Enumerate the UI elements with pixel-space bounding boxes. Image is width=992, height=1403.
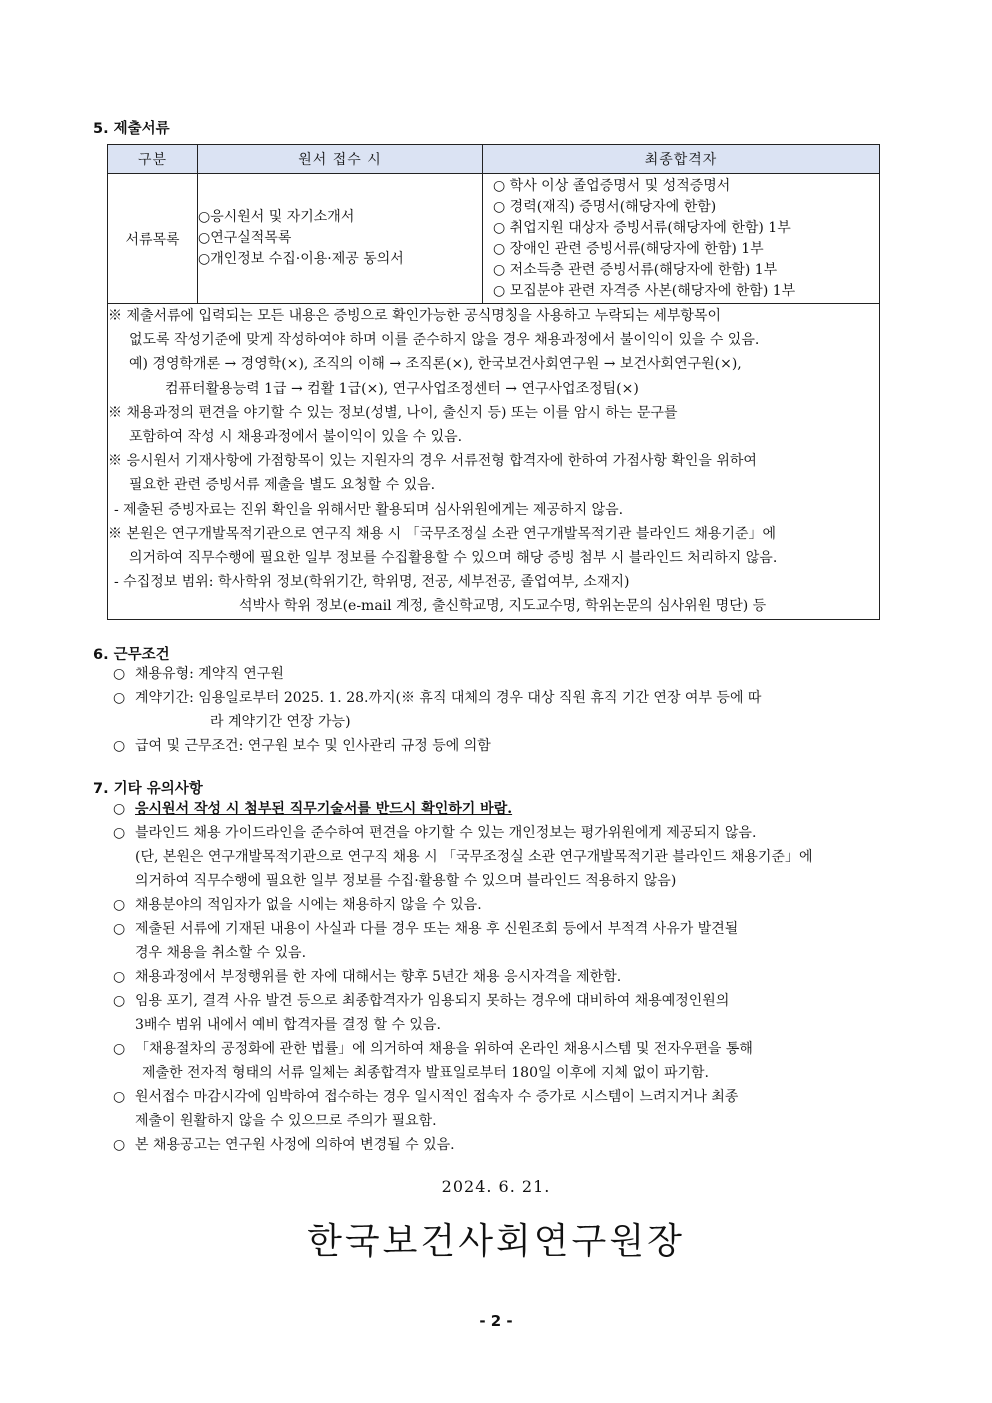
item-text: 「채용절차의 공정화에 관한 법률」에 의거하여 채용을 위하여 온라인 채용시스템 및 전자우편을 통해 <box>135 1041 753 1057</box>
bullet-icon: ○ <box>113 897 126 913</box>
list-item <box>113 989 903 1013</box>
item-continuation: 제출이 원활하지 않을 수 있으므로 주의가 필요함. <box>135 1113 437 1129</box>
note-line: - 제출된 증빙자료는 진위 확인을 위해서만 활용되며 심사위원에게는 제공하지 않음. <box>114 501 624 518</box>
notices-list <box>113 797 903 1157</box>
note-line: ※ 제출서류에 입력되는 모든 내용은 증빙으로 확인가능한 공식명칭을 사용하고 누락되는 세부항목이 <box>108 308 721 324</box>
item-text: 원서접수 마감시각에 임박하여 접수하는 경우 일시적인 접속자 수 증가로 시스템이 느려지거나 최종 <box>135 1089 739 1105</box>
bullet-icon: ○ <box>113 738 126 754</box>
bullet-icon: ○ <box>113 801 126 817</box>
note-line: 포함하여 작성 시 채용과정에서 불이익이 있을 수 있음. <box>129 429 463 446</box>
section-6-title: 6. 근무조건 <box>93 647 170 663</box>
item-continuation: 라 계약기간 연장 가능) <box>210 714 351 730</box>
item-text: 급여 및 근무조건: 연구원 보수 및 인사관리 규정 등에 의함 <box>135 738 491 754</box>
bullet-icon: ○ <box>113 690 126 706</box>
list-item <box>113 917 903 941</box>
list-item <box>113 797 903 821</box>
item-text: 제출된 서류에 기재된 내용이 사실과 다를 경우 또는 채용 후 신원조회 등에서 부적격 사유가 발견될 <box>135 921 739 937</box>
signer-name: 한국보건사회연구원장 <box>307 1221 685 1262</box>
item-text: 계약기간: 임용일로부터 2025. 1. 28.까지(※ 휴직 대체의 경우 대상 직원 휴직 기간 연장 여부 등에 따 <box>135 690 762 706</box>
list-item <box>113 1037 903 1061</box>
note-line: - 수집정보 범위: 학사학위 정보(학위기간, 학위명, 전공, 세부전공, 졸업여부, 소재지) <box>114 574 630 591</box>
item-continuation: 제출한 전자적 형태의 서류 일체는 최종합격자 발표일로부터 180일 이후에 지체 없이 파기함. <box>142 1065 709 1081</box>
list-item <box>113 662 903 686</box>
bullet-icon: ○ <box>113 993 126 1009</box>
bullet-icon: ○ <box>113 969 126 985</box>
note-line: 석박사 학위 정보(e-mail 계정, 출신학교명, 지도교수명, 학위논문의 심사위원 명단) 등 <box>239 598 767 615</box>
item-text: 채용과정에서 부정행위를 한 자에 대해서는 향후 5년간 채용 응시자격을 제한함. <box>135 969 622 985</box>
work-conditions-list <box>113 662 903 758</box>
list-item <box>113 734 903 758</box>
item-continuation: (단, 본원은 연구개발목적기관으로 연구직 채용 시 「국무조정실 소관 연구개발목적기관 블라인드 채용기준」에 <box>135 849 813 865</box>
item-text: 본 채용공고는 연구원 사정에 의하여 변경될 수 있음. <box>135 1137 455 1153</box>
item-text: 응시원서 작성 시 첨부된 직무기술서를 반드시 확인하기 바람. <box>135 801 513 817</box>
item-text: 채용유형: 계약직 연구원 <box>135 666 284 682</box>
header-final: 최종합격자 <box>483 145 880 174</box>
row-label: 서류목록 <box>108 174 198 304</box>
note-line: 필요한 관련 증빙서류 제출을 별도 요청할 수 있음. <box>129 477 436 494</box>
item-continuation: 의거하여 직무수행에 필요한 일부 정보를 수집·활용할 수 있으며 블라인드 적용하지 않음) <box>135 873 677 889</box>
table-header-row <box>108 145 880 174</box>
bullet-icon: ○ <box>113 921 126 937</box>
header-application: 원서 접수 시 <box>198 145 483 174</box>
bullet-icon: ○ <box>113 1137 126 1153</box>
list-item <box>113 1133 903 1157</box>
list-item: ○ 학사 이상 졸업증명서 및 성적증명서 <box>493 177 731 194</box>
notes-row <box>108 304 880 620</box>
bullet-icon: ○ <box>113 1089 126 1105</box>
application-docs-cell <box>198 174 483 304</box>
note-line: 예) 경영학개론 → 경영학(×), 조직의 이해 → 조직론(×), 한국보건사회연구원 → 보건사회연구원(×), <box>129 356 742 373</box>
bullet-icon: ○ <box>113 825 126 841</box>
list-item <box>113 686 903 710</box>
list-item: ○개인정보 수집·이용·제공 동의서 <box>198 251 404 267</box>
note-line: ※ 본원은 연구개발목적기관으로 연구직 채용 시 「국무조정실 소관 연구개발목적기관 블라인드 채용기준」에 <box>108 525 777 542</box>
item-text: 채용분야의 적임자가 없을 시에는 채용하지 않을 수 있음. <box>135 897 482 913</box>
notes-cell <box>108 304 880 620</box>
note-line: ※ 채용과정의 편견을 야기할 수 있는 정보(성별, 나이, 출신지 등) 또는 이를 암시 하는 문구를 <box>108 404 678 421</box>
announcement-date: 2024. 6. 21. <box>441 1177 551 1196</box>
item-text: 임용 포기, 결격 사유 발견 등으로 최종합격자가 임용되지 못하는 경우에 대비하여 채용예정인원의 <box>135 993 730 1009</box>
list-item: ○ 경력(재직) 증명서(해당자에 한함) <box>493 198 717 215</box>
list-item <box>113 1085 903 1109</box>
list-item: ○ 장애인 관련 증빙서류(해당자에 한함) 1부 <box>493 240 764 257</box>
note-line: 없도록 작성기준에 맞게 작성하여야 하며 이를 준수하지 않을 경우 채용과정에서 불이익이 있을 수 있음. <box>129 332 760 349</box>
section-7-title: 7. 기타 유의사항 <box>93 781 203 797</box>
submission-documents-table <box>107 144 880 620</box>
item-continuation: 경우 채용을 취소할 수 있음. <box>135 945 307 961</box>
list-item <box>113 821 903 845</box>
final-docs-cell <box>483 174 880 304</box>
note-line: 의거하여 직무수행에 필요한 일부 정보를 수집활용할 수 있으며 해당 증빙 첨부 시 블라인드 처리하지 않음. <box>129 550 778 567</box>
page-number: - 2 - <box>479 1312 513 1330</box>
list-item: ○ 저소득층 관련 증빙서류(해당자에 한함) 1부 <box>493 261 778 278</box>
list-item <box>113 965 903 989</box>
bullet-icon: ○ <box>113 1041 126 1057</box>
table-row <box>108 174 880 304</box>
list-item <box>113 893 903 917</box>
list-item: ○응시원서 및 자기소개서 <box>198 209 355 225</box>
item-continuation: 3배수 범위 내에서 예비 합격자를 결정 할 수 있음. <box>135 1017 441 1033</box>
list-item: ○ 취업지원 대상자 증빙서류(해당자에 한함) 1부 <box>493 219 791 236</box>
section-5-title: 5. 제출서류 <box>93 121 170 137</box>
note-line: 컴퓨터활용능력 1급 → 컴활 1급(×), 연구사업조정센터 → 연구사업조정팀(×) <box>165 380 639 397</box>
item-text: 블라인드 채용 가이드라인을 준수하여 편견을 야기할 수 있는 개인정보는 평가위원에게 제공되지 않음. <box>135 825 757 841</box>
bullet-icon: ○ <box>113 666 126 682</box>
header-category: 구분 <box>108 145 198 174</box>
list-item: ○ 모집분야 관련 자격증 사본(해당자에 한함) 1부 <box>493 282 796 299</box>
list-item: ○연구실적목록 <box>198 230 292 246</box>
note-line: ※ 응시원서 기재사항에 가점항목이 있는 지원자의 경우 서류전형 합격자에 한하여 가점사항 확인을 위하여 <box>108 453 757 470</box>
